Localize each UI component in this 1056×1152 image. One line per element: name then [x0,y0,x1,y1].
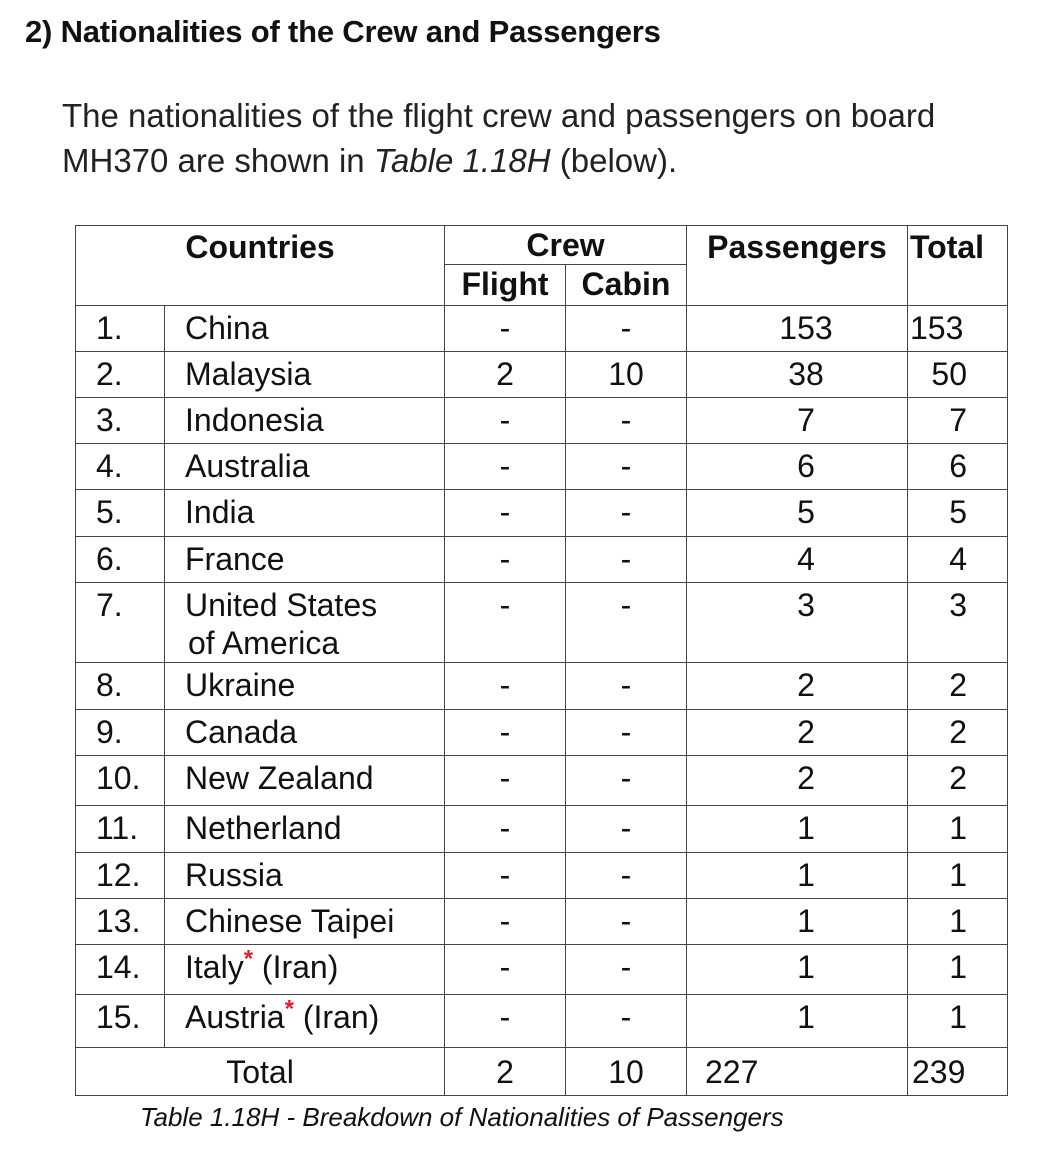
country-name: Malaysia [185,356,312,392]
country-name-line-2: of America [188,625,340,661]
country-name: Ukraine [185,667,296,703]
row-cabin: - [566,663,687,710]
row-cabin: - [566,444,687,490]
row-flight: - [445,306,566,352]
row-cabin: - [566,995,687,1048]
row-flight: - [445,806,566,853]
row-flight: - [445,583,566,663]
row-country [165,306,445,352]
row-passengers: 1 [687,853,908,899]
row-number: 13. [76,899,165,945]
intro-paragraph [62,93,1042,183]
row-cabin: - [566,899,687,945]
table-row [76,710,1008,756]
intro-line-2-suffix: (below). [550,142,678,179]
table-row [76,663,1008,710]
table-row [76,945,1008,995]
row-flight: - [445,537,566,583]
row-country [165,490,445,537]
row-flight: - [445,663,566,710]
footnote-asterisk: * [284,995,294,1023]
row-cabin: - [566,583,687,663]
row-country [165,710,445,756]
row-passengers: 153 [687,306,908,352]
row-number: 7. [76,583,165,663]
table-row [76,398,1008,444]
row-total: 2 [908,663,1008,710]
row-passengers: 4 [687,537,908,583]
row-number: 12. [76,853,165,899]
country-name: Canada [185,714,298,750]
row-passengers: 2 [687,756,908,806]
row-number: 3. [76,398,165,444]
section-heading: 2) Nationalities of the Crew and Passengers [25,14,661,49]
country-name: Australia [185,448,310,484]
row-flight: - [445,756,566,806]
row-country [165,806,445,853]
country-suffix: (Iran) [253,949,339,985]
country-name: Russia [185,857,283,893]
header-flight: Flight [445,265,566,306]
header-countries: Countries [76,226,445,306]
country-name: China [185,310,269,346]
row-total: 2 [908,756,1008,806]
row-country [165,995,445,1048]
nationalities-table [75,225,1008,1096]
row-cabin: - [566,756,687,806]
totals-passengers: 227 [687,1048,908,1096]
row-flight: 2 [445,352,566,398]
row-passengers: 2 [687,663,908,710]
row-total: 153 [908,306,1008,352]
country-name: New Zealand [185,760,374,796]
row-country [165,444,445,490]
row-number: 6. [76,537,165,583]
country-name: Austria [185,999,285,1035]
country-name: India [185,494,255,530]
row-flight: - [445,853,566,899]
header-passengers: Passengers [687,226,908,306]
row-cabin: - [566,490,687,537]
row-number: 9. [76,710,165,756]
row-country [165,537,445,583]
header-crew: Crew [445,226,687,265]
row-cabin: - [566,945,687,995]
row-number: 4. [76,444,165,490]
row-passengers: 1 [687,899,908,945]
country-name: United States [185,587,378,623]
row-flight: - [445,995,566,1048]
table-reference: Table 1.18H [373,142,551,179]
row-number: 2. [76,352,165,398]
row-total: 1 [908,995,1008,1048]
row-total: 2 [908,710,1008,756]
header-cabin: Cabin [566,265,687,306]
row-passengers: 1 [687,945,908,995]
totals-row [76,1048,1008,1096]
country-name: Indonesia [185,402,324,438]
table-row [76,444,1008,490]
row-flight: - [445,444,566,490]
totals-grand-total: 239 [908,1048,1008,1096]
row-country [165,352,445,398]
row-cabin: - [566,710,687,756]
table-row [76,899,1008,945]
row-number: 8. [76,663,165,710]
row-total: 6 [908,444,1008,490]
row-passengers: 38 [687,352,908,398]
row-total: 5 [908,490,1008,537]
totals-label: Total [76,1048,445,1096]
table-row [76,352,1008,398]
row-number: 1. [76,306,165,352]
row-passengers: 3 [687,583,908,663]
row-passengers: 5 [687,490,908,537]
header-total: Total [908,226,1008,306]
row-cabin: - [566,853,687,899]
table-row [76,583,1008,663]
intro-line-2-prefix: MH370 are shown in [62,142,374,179]
row-number: 5. [76,490,165,537]
table-caption: Table 1.18H - Breakdown of Nationalities of Passengers [140,1102,784,1132]
row-cabin: 10 [566,352,687,398]
row-total: 1 [908,853,1008,899]
row-cabin: - [566,806,687,853]
totals-cabin: 10 [566,1048,687,1096]
row-number: 15. [76,995,165,1048]
row-country [165,398,445,444]
row-country [165,899,445,945]
row-total: 1 [908,806,1008,853]
row-flight: - [445,490,566,537]
row-flight: - [445,899,566,945]
table-row [76,490,1008,537]
row-passengers: 1 [687,995,908,1048]
row-flight: - [445,710,566,756]
row-flight: - [445,945,566,995]
row-number: 11. [76,806,165,853]
country-name: Italy [185,949,244,985]
row-country [165,853,445,899]
table-row [76,853,1008,899]
row-cabin: - [566,398,687,444]
row-passengers: 6 [687,444,908,490]
row-passengers: 7 [687,398,908,444]
table-row [76,537,1008,583]
row-country [165,663,445,710]
row-total: 4 [908,537,1008,583]
row-flight: - [445,398,566,444]
row-country [165,756,445,806]
totals-flight: 2 [445,1048,566,1096]
row-passengers: 1 [687,806,908,853]
row-country [165,945,445,995]
row-number: 14. [76,945,165,995]
row-total: 7 [908,398,1008,444]
country-name: France [185,541,285,577]
row-total: 1 [908,945,1008,995]
row-country [165,583,445,663]
footnote-asterisk: * [243,945,254,973]
row-passengers: 2 [687,710,908,756]
country-name: Chinese Taipei [185,903,395,939]
country-name: Netherland [185,810,342,846]
country-suffix: (Iran) [293,999,380,1035]
row-cabin: - [566,306,687,352]
table-row [76,806,1008,853]
row-total: 1 [908,899,1008,945]
intro-line-1: The nationalities of the flight crew and passengers on board [62,97,936,134]
table-row [76,306,1008,352]
row-cabin: - [566,537,687,583]
table-row [76,756,1008,806]
row-total: 50 [908,352,1008,398]
table-row [76,995,1008,1048]
row-number: 10. [76,756,165,806]
row-total: 3 [908,583,1008,663]
